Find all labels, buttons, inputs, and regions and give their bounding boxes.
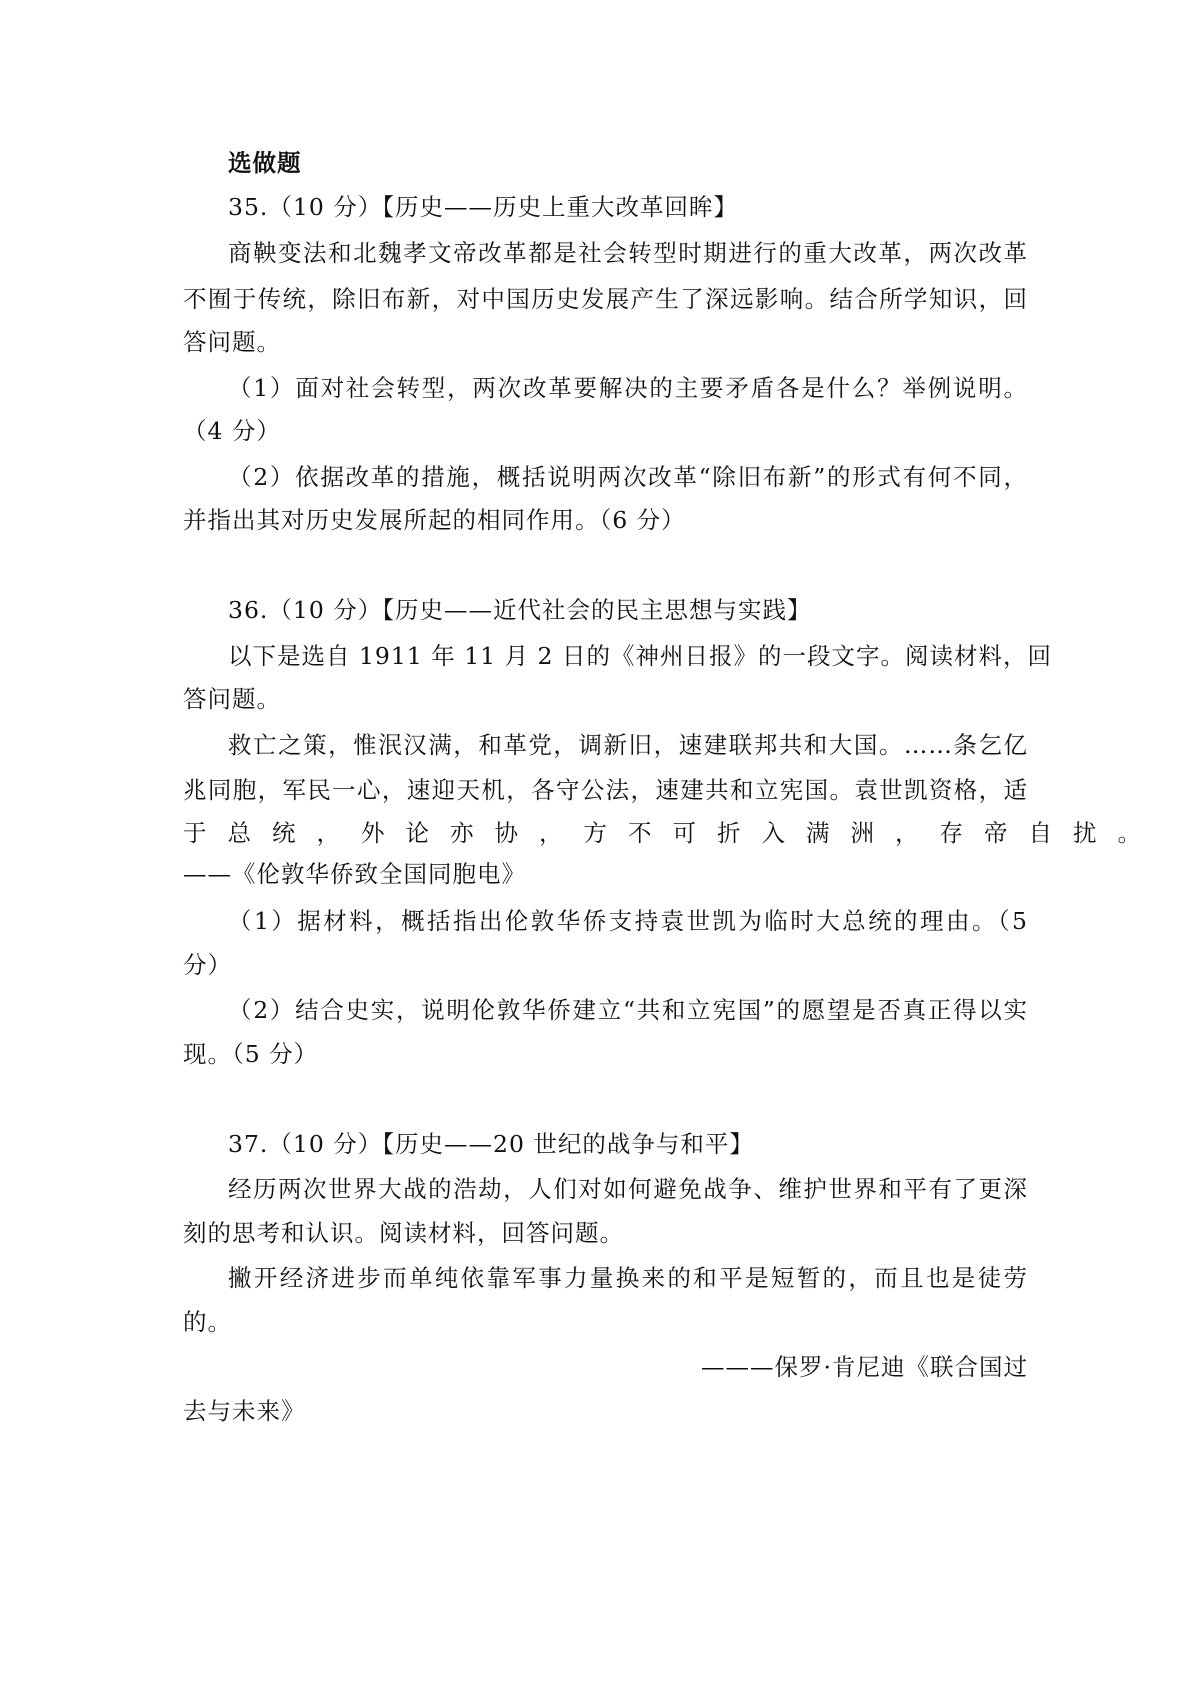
q35-intro-line-2: 不囿于传统，除旧布新，对中国历史发展产生了深远影响。结合所学知识，回: [183, 285, 1028, 313]
q35-sub2-line-2: 并指出其对历史发展所起的相同作用。（6 分）: [183, 506, 686, 534]
q35-intro-line-3: 答问题。: [183, 328, 281, 356]
q36-sub1-line-2: 分）: [183, 951, 232, 979]
q37-source-line-1: ———保罗·肯尼迪《联合国过: [701, 1353, 1028, 1381]
q36-intro-line-2: 答问题。: [183, 685, 281, 713]
q37-material-line-1: 撇开经济进步而单纯依靠军事力量换来的和平是短暂的，而且也是徒劳: [228, 1264, 1028, 1292]
q36-sub2-line-2: 现。（5 分）: [183, 1040, 319, 1068]
q37-material-line-2: 的。: [183, 1308, 232, 1336]
q35-sub2-line-1: （2）依据改革的措施，概括说明两次改革“除旧布新”的形式有何不同，: [228, 463, 1028, 491]
q35-sub1-line-2: （4 分）: [183, 417, 281, 445]
q36-material-line-1: 救亡之策，惟泯汉满，和革党，调新旧，速建联邦共和大国。……条乞亿: [228, 731, 1028, 759]
q36-material-line-2: 兆同胞，军民一心，速迎天机，各守公法，速建共和立宪国。袁世凯资格，适: [183, 776, 1028, 804]
q37-source-line-2: 去与未来》: [183, 1397, 306, 1425]
q36-source: ——《伦敦华侨致全国同胞电》: [183, 860, 526, 888]
q37-intro-line-1: 经历两次世界大战的浩劫，人们对如何避免战争、维护世界和平有了更深: [228, 1175, 1028, 1203]
q37-heading: 37.（10 分）【历史——20 世纪的战争与和平】: [228, 1130, 754, 1158]
q35-sub1-line-1: （1）面对社会转型，两次改革要解决的主要矛盾各是什么？举例说明。: [228, 374, 1028, 402]
q36-heading: 36.（10 分）【历史——近代社会的民主思想与实践】: [228, 596, 812, 624]
q35-intro-line-1: 商鞅变法和北魏孝文帝改革都是社会转型时期进行的重大改革，两次改革: [228, 239, 1028, 267]
q36-intro-line-1: 以下是选自 1911 年 11 月 2 日的《神州日报》的一段文字。阅读材料，回: [228, 642, 1052, 670]
q37-intro-line-2: 刻的思考和认识。阅读材料，回答问题。: [183, 1219, 624, 1247]
q35-heading: 35.（10 分）【历史——历史上重大改革回眸】: [228, 193, 738, 221]
q36-sub1-line-1: （1）据材料，概括指出伦敦华侨支持袁世凯为临时大总统的理由。（5: [228, 907, 1028, 935]
q36-sub2-line-1: （2）结合史实，说明伦敦华侨建立“共和立宪国”的愿望是否真正得以实: [228, 996, 1028, 1024]
section-title: 选做题: [228, 149, 302, 177]
q36-material-line-3: 于总统，外论亦协，方不可折入满洲，存帝自扰。: [183, 819, 1162, 847]
